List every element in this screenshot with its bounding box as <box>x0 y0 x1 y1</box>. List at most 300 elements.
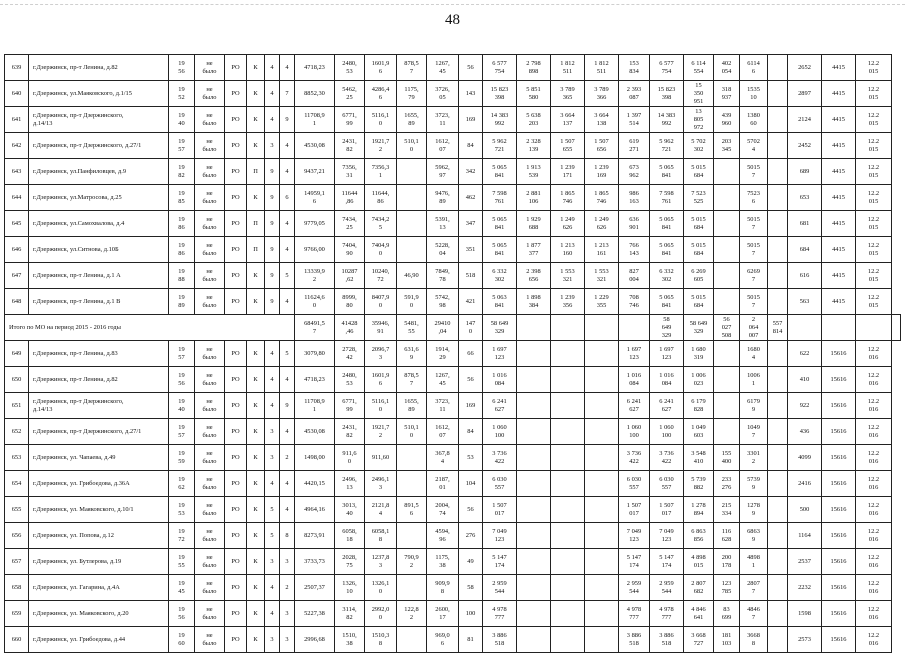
table-cell: 15616 <box>822 341 856 367</box>
table-cell: 15616 <box>822 471 856 497</box>
table-cell: 1267, 45 <box>427 367 459 393</box>
table-cell: 1 060 100 <box>483 419 517 445</box>
table-cell: 12.2 016 <box>856 575 892 601</box>
table-cell: 1 877 377 <box>517 237 551 263</box>
table-cell: 3114, 82 <box>335 601 365 627</box>
table-cell: 1 278 894 <box>684 497 714 523</box>
table-row <box>5 601 901 627</box>
table-cell: 4718,23 <box>295 367 335 393</box>
table-cell: 6 332 302 <box>483 263 517 289</box>
table-cell: 619 271 <box>619 133 650 159</box>
table-cell: 9 <box>280 393 295 419</box>
table-cell: 6 030 557 <box>619 471 650 497</box>
table-cell: 4415 <box>822 211 856 237</box>
table-cell: РО <box>225 367 247 393</box>
table-cell: РО <box>225 445 247 471</box>
table-cell: 1680 4 <box>740 341 768 367</box>
table-cell <box>714 263 740 289</box>
address-cell: г.Дзержинск, пр-т Дзержинского, д.14/13 <box>29 393 169 419</box>
table-cell: 169 <box>459 393 483 419</box>
table-cell <box>517 601 551 627</box>
table-cell: К <box>247 289 265 315</box>
table-cell: 969,0 6 <box>427 627 459 653</box>
table-cell <box>768 133 788 159</box>
table-cell: П <box>247 159 265 185</box>
table-cell: 169 <box>459 107 483 133</box>
table-cell: 410 <box>788 367 822 393</box>
table-cell: К <box>247 133 265 159</box>
table-cell: К <box>247 341 265 367</box>
table-cell: 681 <box>788 211 822 237</box>
table-cell: 19 88 <box>169 263 195 289</box>
table-cell: 9 <box>265 185 280 211</box>
total-cell <box>856 315 892 341</box>
table-cell: 7 523 525 <box>684 185 714 211</box>
table-cell: 1498,00 <box>295 445 335 471</box>
table-cell <box>551 445 585 471</box>
table-cell: 143 <box>459 81 483 107</box>
table-cell: 2416 <box>788 471 822 497</box>
table-cell: 276 <box>459 523 483 549</box>
table-cell: 5 851 580 <box>517 81 551 107</box>
table-cell <box>397 575 427 601</box>
table-cell: 14 383 992 <box>483 107 517 133</box>
table-cell: 12.2 015 <box>856 185 892 211</box>
table-cell: 2992,0 0 <box>365 601 397 627</box>
table-cell <box>585 575 619 601</box>
table-cell: 5 063 841 <box>483 289 517 315</box>
table-cell: К <box>247 419 265 445</box>
table-cell: 12.2 015 <box>856 289 892 315</box>
table-cell: 7404, 90 <box>335 237 365 263</box>
table-cell: 8407,9 0 <box>365 289 397 315</box>
table-cell: 56 <box>459 367 483 393</box>
table-cell: 19 57 <box>169 133 195 159</box>
table-cell: 12.2 015 <box>856 211 892 237</box>
table-cell: 5015 7 <box>740 159 768 185</box>
table-cell: 6 332 302 <box>650 263 684 289</box>
table-row <box>5 133 901 159</box>
table-cell: РО <box>225 627 247 653</box>
table-cell: 4415 <box>822 185 856 211</box>
total-cell <box>551 315 585 341</box>
table-cell: не было <box>195 341 225 367</box>
table-cell: 6 577 754 <box>650 55 684 81</box>
table-cell: 1 016 084 <box>650 367 684 393</box>
table-cell <box>768 289 788 315</box>
table-cell: К <box>247 601 265 627</box>
table-cell: 15616 <box>822 575 856 601</box>
table-cell <box>585 367 619 393</box>
table-cell: 9 <box>265 263 280 289</box>
table-cell: 3 <box>265 549 280 575</box>
table-cell: 9779,05 <box>295 211 335 237</box>
table-cell <box>585 601 619 627</box>
table-cell: 342 <box>459 159 483 185</box>
table-cell: 215 334 <box>714 497 740 523</box>
address-cell: г.Дзержинск, пр-т Ленина, д.82 <box>29 55 169 81</box>
row-number-cell: 658 <box>5 575 29 601</box>
table-cell: 181 103 <box>714 627 740 653</box>
address-cell: г.Дзержинск, ул. Грибоедова, д.44 <box>29 627 169 653</box>
table-cell <box>517 445 551 471</box>
row-number-cell: 656 <box>5 523 29 549</box>
table-cell <box>551 575 585 601</box>
table-cell: 878,5 7 <box>397 55 427 81</box>
table-cell: 7 049 123 <box>650 523 684 549</box>
table-cell: 1535 10 <box>740 81 768 107</box>
table-cell: РО <box>225 575 247 601</box>
address-cell: г.Дзержинск, пр-т Ленина, д.1 А <box>29 263 169 289</box>
table-cell: РО <box>225 107 247 133</box>
table-cell: 5 015 684 <box>684 237 714 263</box>
table-cell: 591,9 0 <box>397 289 427 315</box>
table-cell: 12.2 015 <box>856 55 892 81</box>
table-cell: 3 <box>265 133 280 159</box>
table-cell: 7434,2 5 <box>365 211 397 237</box>
table-cell: не было <box>195 133 225 159</box>
table-cell <box>517 497 551 523</box>
total-label: Итого по МО на период 2015 - 2016 годы <box>5 315 295 341</box>
table-cell: не было <box>195 81 225 107</box>
table-cell: 2 807 682 <box>684 575 714 601</box>
table-cell: 827 004 <box>619 263 650 289</box>
table-cell: РО <box>225 237 247 263</box>
table-cell: 19 60 <box>169 627 195 653</box>
table-cell: 1601,9 6 <box>365 367 397 393</box>
table-cell <box>585 341 619 367</box>
table-cell: 2431, 82 <box>335 419 365 445</box>
table-cell <box>585 497 619 523</box>
table-cell: 5 065 841 <box>650 159 684 185</box>
table-cell: 15616 <box>822 445 856 471</box>
table-cell: 2028, 75 <box>335 549 365 575</box>
row-number-cell: 655 <box>5 497 29 523</box>
table-cell: 19 45 <box>169 575 195 601</box>
table-cell: 1 812 511 <box>585 55 619 81</box>
table-cell <box>397 445 427 471</box>
table-cell: 19 59 <box>169 445 195 471</box>
total-cell <box>788 315 822 341</box>
table-cell: 7 598 761 <box>650 185 684 211</box>
table-cell: 13339,9 2 <box>295 263 335 289</box>
table-cell <box>768 263 788 289</box>
table-cell: 5 147 174 <box>650 549 684 575</box>
table-cell: К <box>247 627 265 653</box>
table-cell: 2600, 17 <box>427 601 459 627</box>
table-cell: 3 789 366 <box>585 81 619 107</box>
table-cell: 1 697 123 <box>650 341 684 367</box>
table-cell: 6 241 627 <box>650 393 684 419</box>
row-number-cell: 653 <box>5 445 29 471</box>
table-cell: 911,6 0 <box>335 445 365 471</box>
address-cell: г.Дзержинск, ул. Грибоедова, д.36А <box>29 471 169 497</box>
table-cell: не было <box>195 575 225 601</box>
table-cell <box>551 471 585 497</box>
table-cell <box>768 393 788 419</box>
table-cell: 83 699 <box>714 601 740 627</box>
table-cell <box>585 549 619 575</box>
table-cell: К <box>247 81 265 107</box>
table-cell: 3733,73 <box>295 549 335 575</box>
table-cell: 5015 7 <box>740 289 768 315</box>
table-row <box>5 211 901 237</box>
table-cell: 11624,6 0 <box>295 289 335 315</box>
table-cell <box>768 471 788 497</box>
page-top-rule <box>0 4 905 5</box>
table-row <box>5 185 901 211</box>
address-cell: г.Дзержинск, пр-т Ленина, д.1 В <box>29 289 169 315</box>
table-cell: 11644, 86 <box>365 185 397 211</box>
address-cell: г.Дзержинск, ул.Самохвалова, д.4 <box>29 211 169 237</box>
table-cell: 4415 <box>822 159 856 185</box>
table-cell: 12.2 016 <box>856 497 892 523</box>
address-cell: г.Дзержинск, ул.Панфиловцев, д.9 <box>29 159 169 185</box>
table-cell: К <box>247 497 265 523</box>
table-cell: 4099 <box>788 445 822 471</box>
table-cell: 2 798 898 <box>517 55 551 81</box>
table-cell: К <box>247 393 265 419</box>
table-cell: 12.2 015 <box>856 81 892 107</box>
table-cell: 19 57 <box>169 419 195 445</box>
table-cell: 19 56 <box>169 55 195 81</box>
table-cell: РО <box>225 419 247 445</box>
table-cell: не было <box>195 471 225 497</box>
table-cell: 1326, 10 <box>335 575 365 601</box>
table-cell: 1 049 603 <box>684 419 714 445</box>
table-cell: 2652 <box>788 55 822 81</box>
table-cell: 7523 6 <box>740 185 768 211</box>
table-cell: 1380 60 <box>740 107 768 133</box>
table-cell: К <box>247 471 265 497</box>
table-cell: 5962, 97 <box>427 159 459 185</box>
table-cell: 5 <box>265 523 280 549</box>
table-cell: 15616 <box>822 523 856 549</box>
table-cell: 4415 <box>822 237 856 263</box>
table-cell: 19 82 <box>169 159 195 185</box>
row-number-cell: 660 <box>5 627 29 653</box>
table-cell: 4415 <box>822 289 856 315</box>
table-cell: 421 <box>459 289 483 315</box>
table-cell: 891,5 6 <box>397 497 427 523</box>
table-cell: 4 <box>280 497 295 523</box>
address-cell: г.Дзержинск, ул. Маяковского, д.10/1 <box>29 497 169 523</box>
table-cell: 3 886 518 <box>650 627 684 653</box>
table-cell: 3 736 422 <box>650 445 684 471</box>
table-cell: 2431, 82 <box>335 133 365 159</box>
table-cell: 510,1 0 <box>397 133 427 159</box>
table-cell: 12.2 016 <box>856 445 892 471</box>
table-cell: 9476, 89 <box>427 185 459 211</box>
table-cell: 56 <box>459 497 483 523</box>
table-cell: 14959,1 6 <box>295 185 335 211</box>
table-cell: 2232 <box>788 575 822 601</box>
table-cell: 622 <box>788 341 822 367</box>
table-cell: 1267, 45 <box>427 55 459 81</box>
table-cell: не было <box>195 263 225 289</box>
table-cell: 4 <box>280 419 295 445</box>
table-cell <box>551 497 585 523</box>
table-cell: не было <box>195 55 225 81</box>
table-cell: 4 978 777 <box>619 601 650 627</box>
table-cell: 1175, 79 <box>397 81 427 107</box>
table-cell: 4 <box>265 107 280 133</box>
table-cell: 12.2 016 <box>856 549 892 575</box>
table-cell <box>551 601 585 627</box>
table-cell: 2496,1 3 <box>365 471 397 497</box>
table-cell: 12.2 015 <box>856 263 892 289</box>
table-cell: 1 213 161 <box>585 237 619 263</box>
table-cell: 2 <box>280 445 295 471</box>
row-number-cell: 659 <box>5 601 29 627</box>
table-cell: 4 978 777 <box>483 601 517 627</box>
address-cell: г.Дзержинск, ул. Попова, д.12 <box>29 523 169 549</box>
table-cell <box>551 419 585 445</box>
table-cell: 1655, 89 <box>397 107 427 133</box>
table-cell: 13 805 972 <box>684 107 714 133</box>
total-cell: 58 649 329 <box>650 315 684 341</box>
table-cell: не было <box>195 549 225 575</box>
table-cell: 3 886 518 <box>483 627 517 653</box>
table-cell: 1 016 084 <box>619 367 650 393</box>
table-cell: 12.2 015 <box>856 159 892 185</box>
table-cell <box>714 393 740 419</box>
table-cell: 5 015 684 <box>684 211 714 237</box>
table-cell: 2 881 106 <box>517 185 551 211</box>
table-cell: 2507,37 <box>295 575 335 601</box>
address-cell: г.Дзержинск, ул. Бутлерова, д.19 <box>29 549 169 575</box>
table-cell: 153 834 <box>619 55 650 81</box>
table-cell: 19 62 <box>169 471 195 497</box>
table-cell: РО <box>225 211 247 237</box>
table-cell <box>714 341 740 367</box>
table-cell <box>714 211 740 237</box>
table-cell <box>768 341 788 367</box>
table-cell: 4415 <box>822 107 856 133</box>
table-cell: 1510, 38 <box>335 627 365 653</box>
table-cell: 6269 7 <box>740 263 768 289</box>
table-cell <box>551 393 585 419</box>
table-cell <box>768 549 788 575</box>
table-cell: 5227,38 <box>295 601 335 627</box>
table-cell: 1 016 084 <box>483 367 517 393</box>
table-cell: 3301 2 <box>740 445 768 471</box>
table-cell <box>768 185 788 211</box>
table-cell: 5228, 04 <box>427 237 459 263</box>
table-cell: 2121,8 4 <box>365 497 397 523</box>
table-cell <box>768 419 788 445</box>
total-cell: 29410 ,04 <box>427 315 459 341</box>
table-cell: 5116,1 0 <box>365 393 397 419</box>
table-cell: 3723, 11 <box>427 393 459 419</box>
table-cell <box>551 549 585 575</box>
table-cell: 4 <box>265 341 280 367</box>
table-cell: 5 <box>265 497 280 523</box>
table-cell <box>714 367 740 393</box>
address-cell: г.Дзержинск, пр-т Дзержинского, д.14/13 <box>29 107 169 133</box>
table-cell <box>714 185 740 211</box>
table-cell: 2 328 139 <box>517 133 551 159</box>
table-cell: 84 <box>459 133 483 159</box>
table-cell: 56 <box>459 55 483 81</box>
table-cell: 3013, 40 <box>335 497 365 523</box>
table-row <box>5 445 901 471</box>
table-cell: 631,6 9 <box>397 341 427 367</box>
row-number-cell: 648 <box>5 289 29 315</box>
table-cell: 203 345 <box>714 133 740 159</box>
table-cell: 1237,8 3 <box>365 549 397 575</box>
table-cell: 4 <box>265 471 280 497</box>
table-cell <box>768 601 788 627</box>
total-cell: 58 649 329 <box>483 315 517 341</box>
table-cell: 6863 9 <box>740 523 768 549</box>
address-cell: г.Дзержинск, пр-т Ленина, д.82 <box>29 367 169 393</box>
table-cell <box>768 523 788 549</box>
table-cell: К <box>247 107 265 133</box>
table-cell: 462 <box>459 185 483 211</box>
table-cell: 5 739 882 <box>684 471 714 497</box>
table-cell <box>397 523 427 549</box>
table-cell <box>517 549 551 575</box>
row-number-cell: 639 <box>5 55 29 81</box>
table-cell: 5 962 721 <box>483 133 517 159</box>
page-number: 48 <box>445 12 460 28</box>
table-cell: 19 72 <box>169 523 195 549</box>
table-cell: 15 350 951 <box>684 81 714 107</box>
table-cell: 19 52 <box>169 81 195 107</box>
table-cell: РО <box>225 289 247 315</box>
table-cell: 1 913 539 <box>517 159 551 185</box>
table-cell: 15616 <box>822 601 856 627</box>
table-cell: 5 702 302 <box>684 133 714 159</box>
table-cell: 1 898 384 <box>517 289 551 315</box>
table-cell: 708 746 <box>619 289 650 315</box>
table-cell: 3079,80 <box>295 341 335 367</box>
table-cell: 4286,4 6 <box>365 81 397 107</box>
table-cell: 4415 <box>822 81 856 107</box>
table-cell: 878,5 7 <box>397 367 427 393</box>
table-cell <box>551 367 585 393</box>
table-cell: 1049 7 <box>740 419 768 445</box>
row-number-cell: 647 <box>5 263 29 289</box>
table-cell: 12.2 015 <box>856 133 892 159</box>
table-cell: 402 054 <box>714 55 740 81</box>
table-cell: К <box>247 185 265 211</box>
table-cell: 4898 1 <box>740 549 768 575</box>
table-cell: 4415 <box>822 55 856 81</box>
table-cell: РО <box>225 55 247 81</box>
table-cell: 1921,7 2 <box>365 133 397 159</box>
table-cell: 1 865 746 <box>585 185 619 211</box>
table-cell: 4 846 641 <box>684 601 714 627</box>
table-cell: 3726, 05 <box>427 81 459 107</box>
table-cell: 4846 7 <box>740 601 768 627</box>
table-cell: 5 065 841 <box>650 237 684 263</box>
table-cell: 6 030 557 <box>483 471 517 497</box>
table-cell: 1278 9 <box>740 497 768 523</box>
table-cell: 1 060 100 <box>650 419 684 445</box>
table-cell: 12.2 016 <box>856 393 892 419</box>
row-number-cell: 652 <box>5 419 29 445</box>
total-cell <box>585 315 619 341</box>
table-cell <box>768 575 788 601</box>
table-cell <box>397 237 427 263</box>
row-number-cell: 644 <box>5 185 29 211</box>
table-cell: 10287 ,62 <box>335 263 365 289</box>
table-cell <box>397 471 427 497</box>
table-cell: 233 276 <box>714 471 740 497</box>
table-cell <box>397 211 427 237</box>
